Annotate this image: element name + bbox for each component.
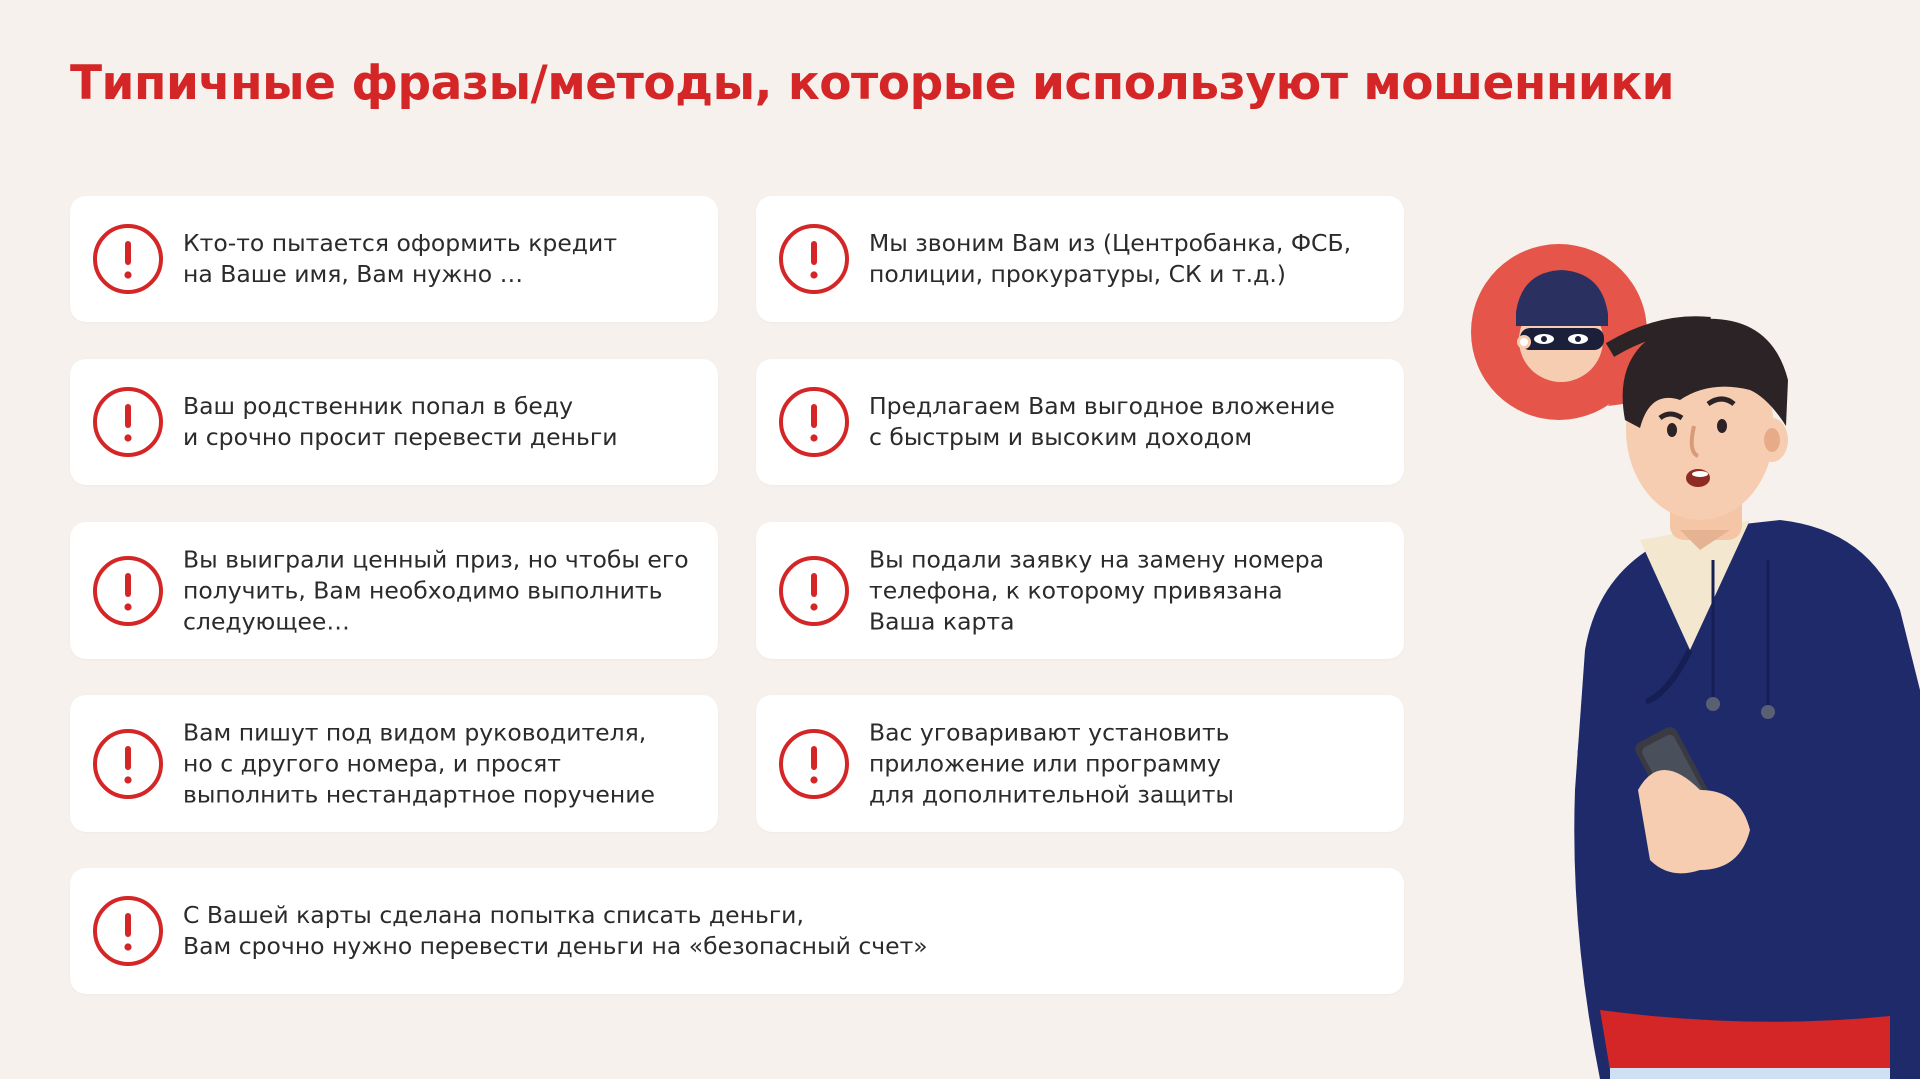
warning-card-wide xyxy=(70,868,1404,994)
warning-text: С Вашей карты сделана попытка списать деньги, Вам срочно нужно перевести деньги на «безопасный счет» xyxy=(183,901,928,960)
warning-icon xyxy=(778,386,850,458)
warning-text: Мы звоним Вам из (Центробанка, ФСБ, полиции, прокуратуры, СК и т.д.) xyxy=(869,229,1352,288)
warning-card xyxy=(756,359,1404,485)
warning-text: Вас уговаривают установить приложение или программу для дополнительной защиты xyxy=(869,718,1234,808)
man-with-phone-illustration xyxy=(1450,230,1920,1079)
warning-card xyxy=(756,695,1404,832)
warning-icon xyxy=(778,555,850,627)
warning-icon xyxy=(92,223,164,295)
masked-thief-icon xyxy=(1471,244,1647,420)
warning-icon xyxy=(92,555,164,627)
warning-card xyxy=(70,695,718,832)
warning-card xyxy=(756,196,1404,322)
warning-text: Вы подали заявку на замену номера телефона, к которому привязана Ваша карта xyxy=(869,545,1325,635)
warning-text: Кто-то пытается оформить кредит на Ваше имя, Вам нужно … xyxy=(183,229,618,288)
warning-text: Ваш родственник попал в беду и срочно просит перевести деньги xyxy=(183,392,618,451)
warning-text: Предлагаем Вам выгодное вложение с быстрым и высоким доходом xyxy=(869,392,1335,451)
warning-icon xyxy=(92,728,164,800)
page-title: Типичные фразы/методы, которые используют мошенники xyxy=(70,56,1675,111)
warning-card xyxy=(70,359,718,485)
warning-text: Вы выиграли ценный приз, но чтобы его получить, Вам необходимо выполнить следующее… xyxy=(183,545,689,635)
warning-card xyxy=(70,196,718,322)
warning-text: Вам пишут под видом руководителя, но с другого номера, и просят выполнить нестандартное поручение xyxy=(183,718,655,808)
warning-icon xyxy=(92,386,164,458)
warning-icon xyxy=(92,895,164,967)
warning-card xyxy=(756,522,1404,659)
warning-icon xyxy=(778,223,850,295)
warning-icon xyxy=(778,728,850,800)
warning-card xyxy=(70,522,718,659)
